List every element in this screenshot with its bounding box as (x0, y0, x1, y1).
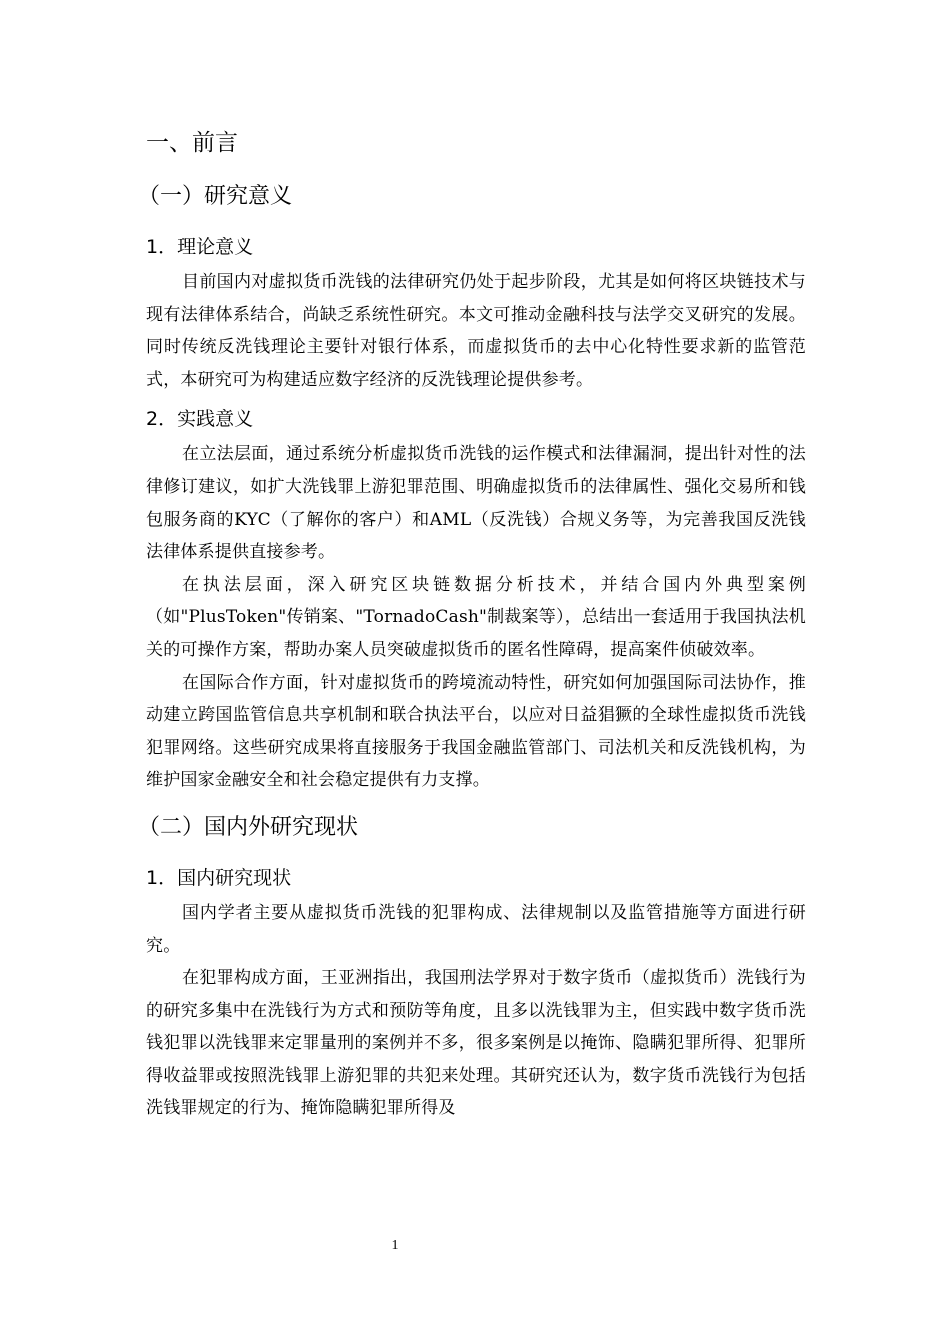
paragraph: 在国际合作方面，针对虚拟货币的跨境流动特性，研究如何加强国际司法协作，推动建立跨国监管信息共享机制和联合执法平台，以应对日益猖獗的全球性虚拟货币洗钱犯罪网络。这些研究成果将直接服务于我国金融监管部门、司法机关和反洗钱机构，为维护国家金融安全和社会稳定提供有力支撑。 (146, 672, 806, 791)
paragraph: 目前国内对虚拟货币洗钱的法律研究仍处于起步阶段，尤其是如何将区块链技术与现有法律体系结合，尚缺乏系统性研究。本文可推动金融科技与法学交叉研究的发展。同时传统反洗钱理论主要针对银行体系，而虚拟货币的去中心化特性要求新的监管范式，本研究可为构建适应数字经济的反洗钱理论提供参考。 (146, 272, 806, 390)
subsection-heading-research-status: （二）国内外研究现状 (138, 814, 359, 840)
item-heading-domestic-research: 1．国内研究现状 (146, 866, 292, 889)
section-heading: 一、前言 (146, 130, 238, 156)
paragraph: 国内学者主要从虚拟货币洗钱的犯罪构成、法律规制以及监管措施等方面进行研究。 (146, 902, 806, 956)
item-heading-theoretical-significance: 1．理论意义 (146, 236, 254, 258)
item-heading-practical-significance: 2．实践意义 (146, 408, 254, 431)
paragraph: 在犯罪构成方面，王亚洲指出，我国刑法学界对于数字货币（虚拟货币）洗钱行为的研究多集中在洗钱行为方式和预防等角度，且多以洗钱罪为主，但实践中数字货币洗钱犯罪以洗钱罪来定罪量刑的案例并不多，很多案例是以掩饰、隐瞒犯罪所得、犯罪所得收益罪或按照洗钱罪上游犯罪的共犯来处理。其研究还认为，数字货币洗钱行为包括洗钱罪规定的行为、掩饰隐瞒犯罪所得及 (146, 968, 806, 1119)
document-body (138, 126, 806, 1125)
paragraph: 在立法层面，通过系统分析虚拟货币洗钱的运作模式和法律漏洞，提出针对性的法律修订建议，如扩大洗钱罪上游犯罪范围、明确虚拟货币的法律属性、强化交易所和钱包服务商的KYC（了解你的客户）和AML（反洗钱）合规义务等，为完善我国反洗钱法律体系提供直接参考。 (146, 444, 806, 563)
page-number: 1 (391, 1238, 399, 1253)
paragraph: 在执法层面，深入研究区块链数据分析技术，并结合国内外典型案例（如"PlusToken"传销案、"TornadoCash"制裁案等），总结出一套适用于我国执法机关的可操作方案，帮助办案人员突破虚拟货币的匿名性障碍，提高案件侦破效率。 (146, 574, 806, 660)
subsection-heading-research-significance: （一）研究意义 (138, 184, 293, 209)
